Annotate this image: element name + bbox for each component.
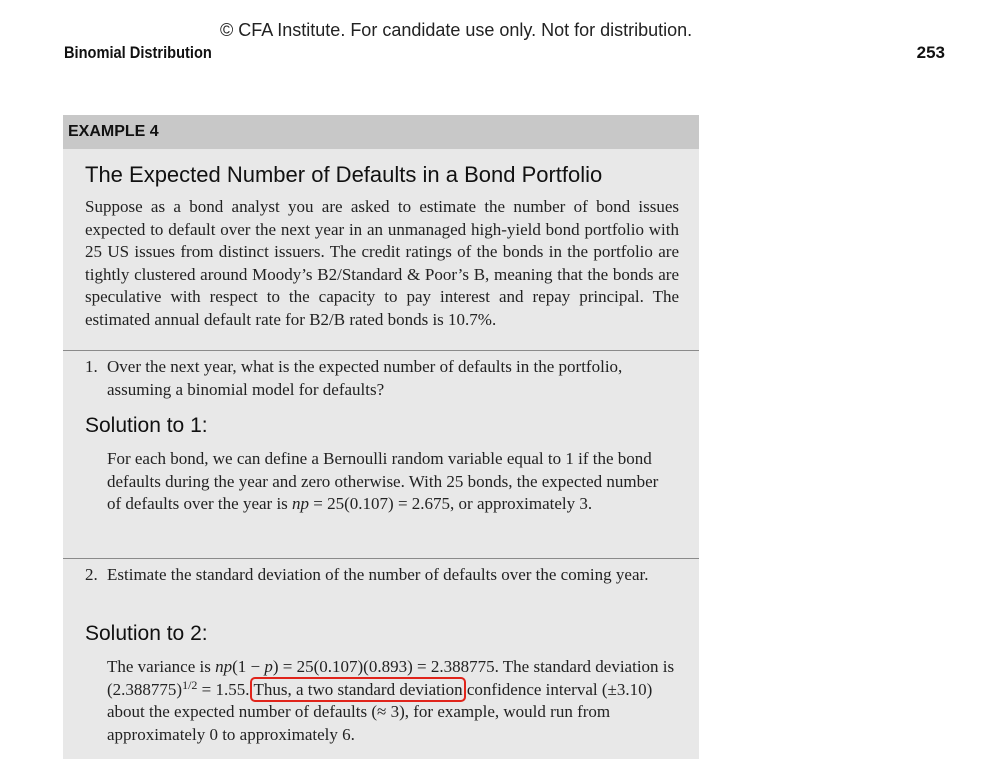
variable-np: np <box>292 494 310 513</box>
question-2-divider <box>63 558 699 559</box>
solution-2-text-c: ) = 25(0.107)(0.893) = 2.388775. The standard deviation is (2.388775) <box>107 657 675 699</box>
question-2-text: Estimate the standard deviation of the number of defaults over the coming year. <box>107 565 649 584</box>
copyright-notice: © CFA Institute. For candidate use only. Not for distribution. <box>220 20 693 40</box>
highlighted-phrase: Thus, a two standard deviation <box>253 679 463 699</box>
question-1-number: 1. <box>85 357 98 376</box>
variable-p: p <box>264 657 273 676</box>
example-intro-paragraph: Suppose as a bond analyst you are asked to estimate the number of bond issues expected to default over the next year in an unmanaged high-yield bond portfolio with 25 US issues from distinct issuers. The credit ratings of the bonds in the portfolio are tightly clustered around Moody’s B2/Standard & Poor’s B, meaning that the bonds are speculative with respect to the capacity to pay interest and repay principal. The estimated annual default rate for B2/B rated bonds is 10.7%. <box>85 197 679 329</box>
variable-np: np <box>215 657 233 676</box>
example-box <box>63 115 699 759</box>
running-head-title: Binomial Distribution <box>64 43 212 62</box>
solution-2-text-d: = 1.55. <box>197 679 254 699</box>
exponent-half: 1/2 <box>182 677 198 692</box>
solution-1-text-a: For each bond, we can define a Bernoulli random variable equal to 1 if the bond defaults during the year and zero otherwise. With 25 bonds, the expected number of defaults over the year is <box>107 449 659 513</box>
solution-2-text-e: confidence interval (±3.10) about the expected number of defaults (≈ 3), for example, would run from approximately 0 to approximately 6. <box>107 679 653 744</box>
solution-2-heading: Solution to 2: <box>85 622 208 645</box>
example-label-bar <box>63 115 699 149</box>
solution-2-text-a: The variance is <box>107 657 216 676</box>
solution-2-text-b: (1 − <box>232 657 265 676</box>
question-1-text: Over the next year, what is the expected number of defaults in the portfolio, assuming a binomial model for defaults? <box>107 357 623 399</box>
solution-1-text-b: = 25(0.107) = 2.675, or approximately 3. <box>309 494 593 513</box>
solution-1-heading: Solution to 1: <box>85 414 208 437</box>
example-title: The Expected Number of Defaults in a Bond Portfolio <box>85 162 603 187</box>
question-2-number: 2. <box>85 565 98 584</box>
example-label: EXAMPLE 4 <box>68 123 159 140</box>
question-1-divider <box>63 350 699 351</box>
page-number: 253 <box>916 43 945 62</box>
solution-2-text <box>107 656 679 746</box>
solution-1-text <box>107 448 667 516</box>
